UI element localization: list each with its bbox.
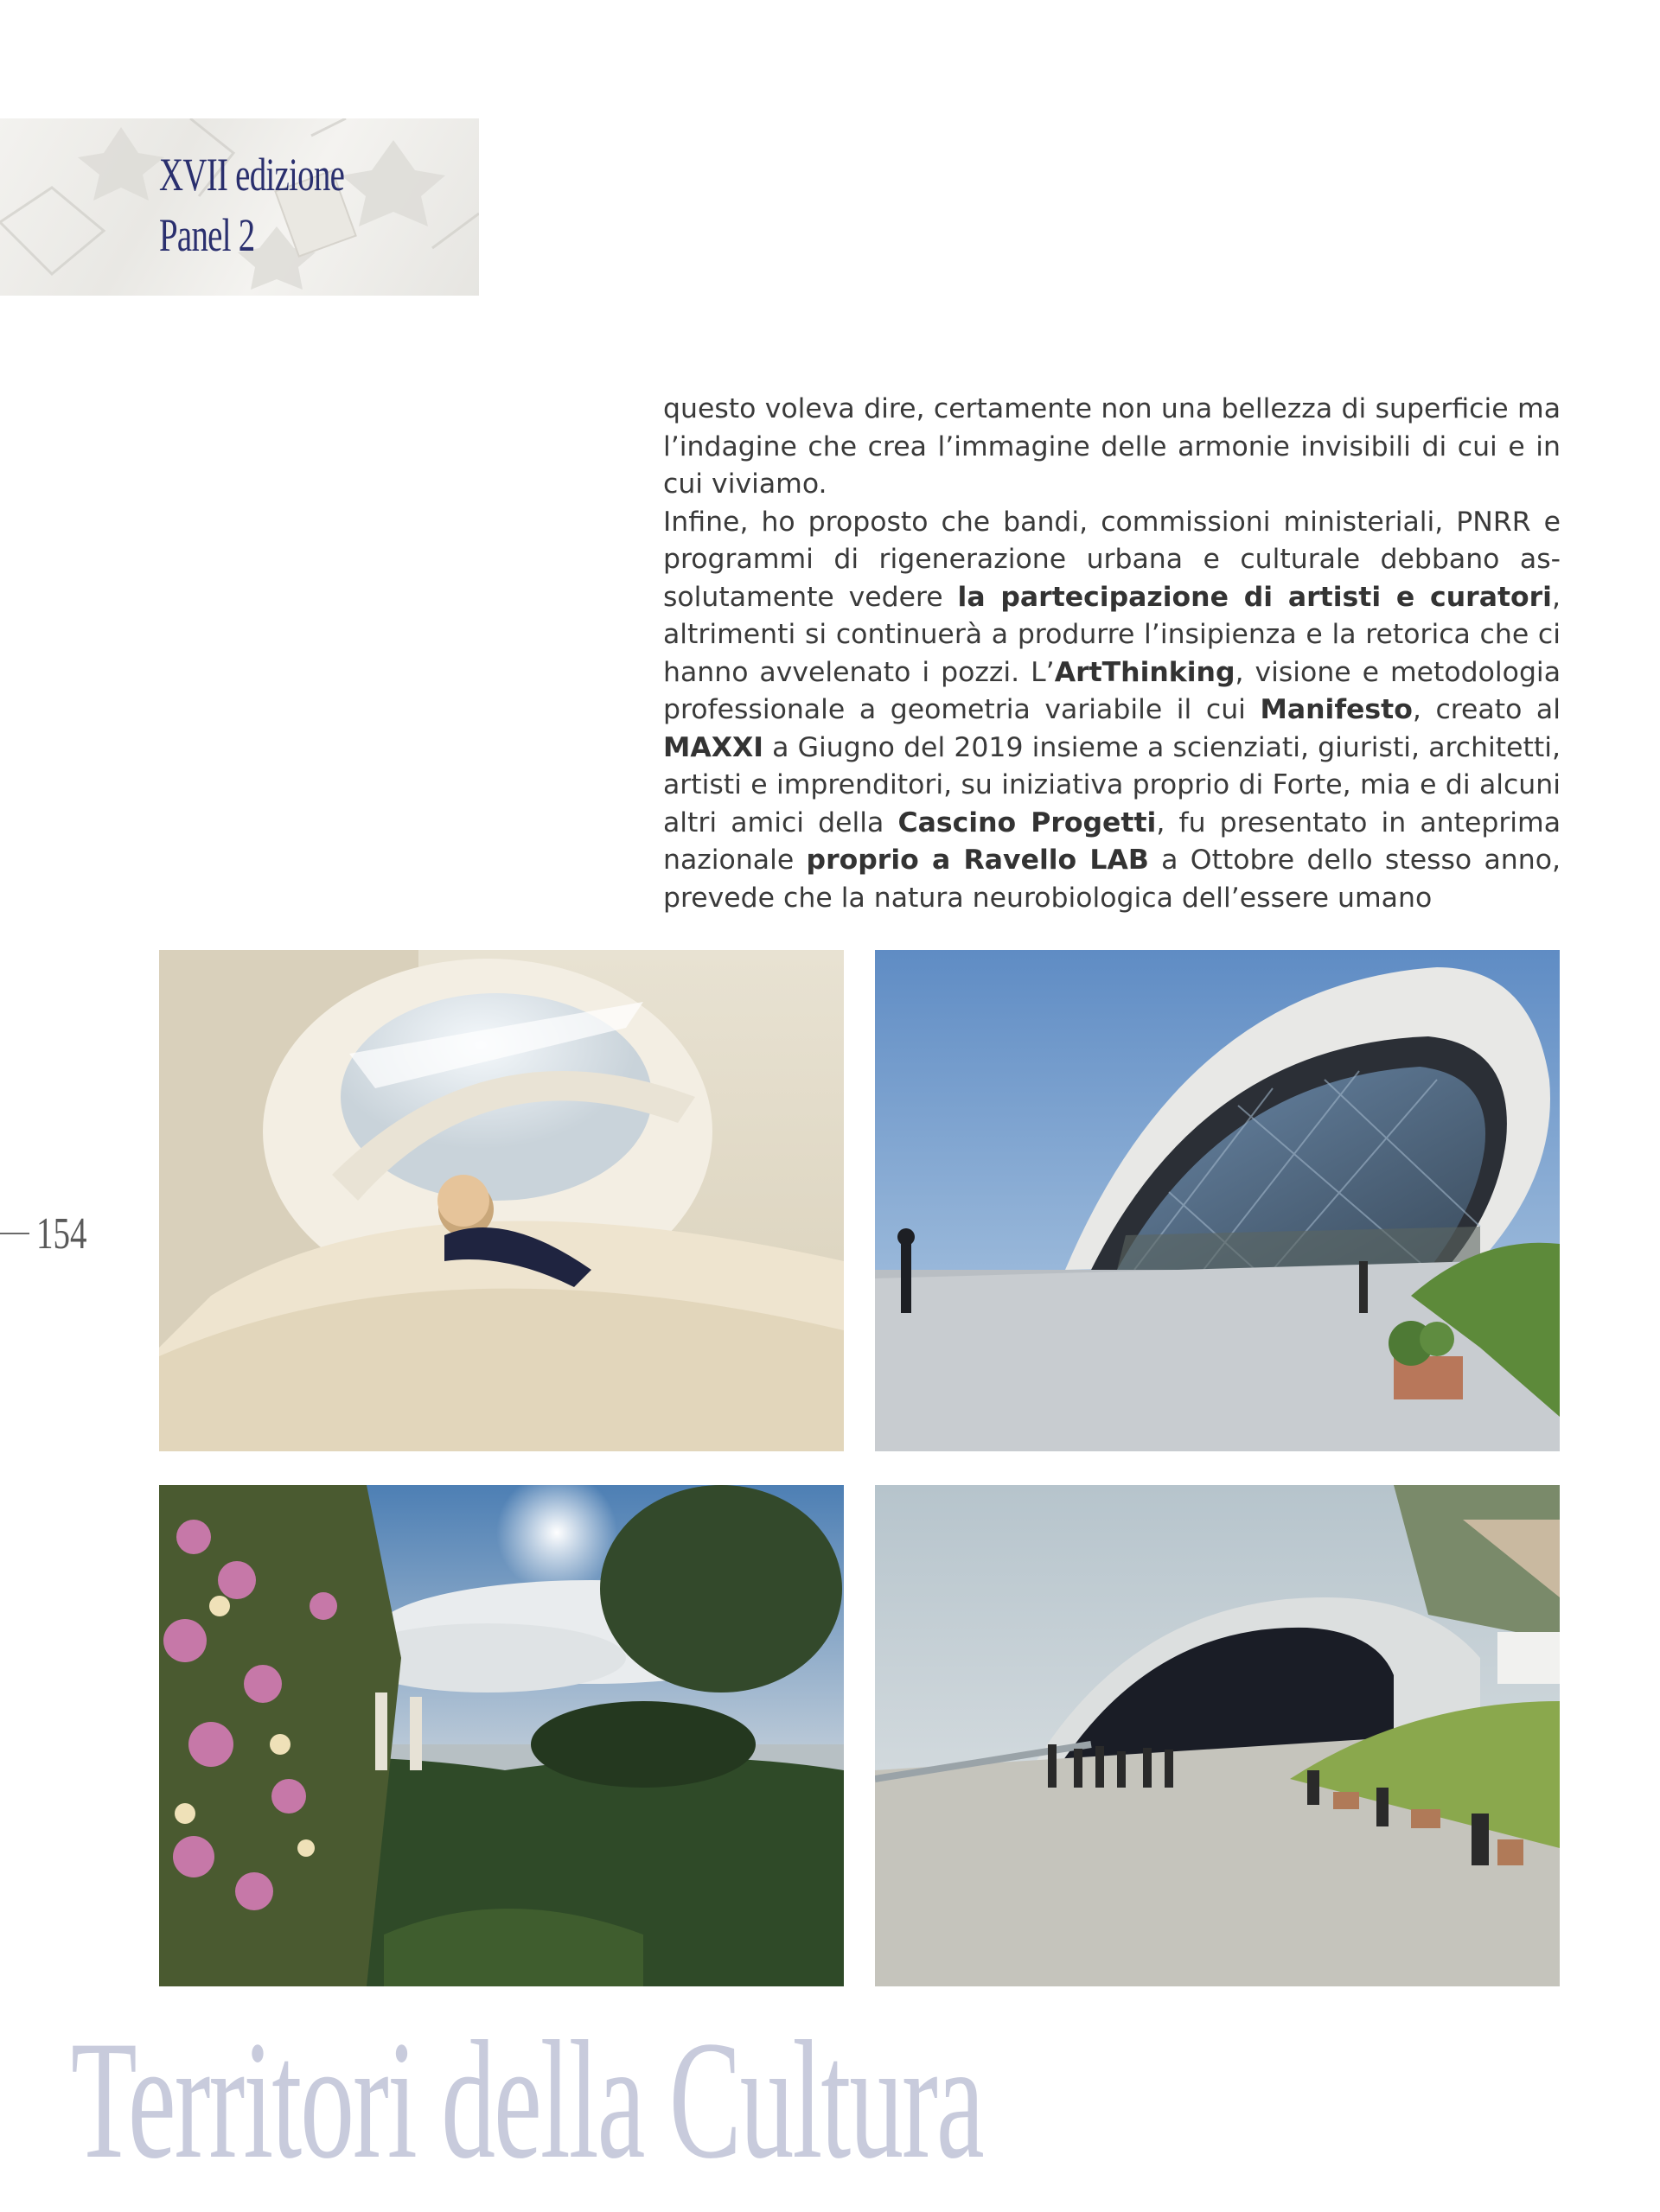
photo-auditorium-facade bbox=[875, 950, 1560, 1451]
page-number bbox=[0, 1203, 104, 1264]
header-title bbox=[159, 144, 344, 265]
edition-label: XVII edizione bbox=[159, 149, 345, 201]
text-run: , creato al bbox=[1412, 694, 1561, 725]
panel-label: Panel 2 bbox=[159, 209, 255, 261]
bold-text: Cascino Progetti bbox=[897, 806, 1157, 838]
bold-text: proprio a Ravello LAB bbox=[806, 845, 1149, 876]
text-run: questo voleva dire, certamente non una bellezza di superficie ma l’indagine che crea l’immagine delle armonie invisibili di cui e in cui viviamo. bbox=[663, 393, 1561, 500]
body-paragraph bbox=[663, 391, 1561, 504]
photo-garden-view bbox=[159, 1485, 844, 1986]
bold-text: Manifesto bbox=[1260, 694, 1413, 725]
bold-text: la partecipazione di artisti e curatori bbox=[957, 581, 1552, 613]
text-run: a Ottobre dello stesso anno, prevede che la natura neurobiologica dell’essere umano bbox=[663, 845, 1561, 914]
photo-spiral-staircase bbox=[159, 950, 844, 1451]
photo-auditorium-plaza bbox=[875, 1485, 1560, 1986]
footer-title: Territori della Cultura bbox=[71, 2006, 983, 2194]
bold-text: MAXXI bbox=[663, 731, 764, 763]
text-run: , fu presentato in anteprima nazionale bbox=[663, 806, 1561, 876]
text-run: , visione e metodologia professionale a geometria variabile il cui bbox=[663, 656, 1561, 725]
text-run: a Giugno del 2019 insieme a scienziati, giuristi, architetti, artisti e imprenditori, su iniziativa proprio di Forte, mia e di alcuni altri amici della bbox=[663, 731, 1561, 838]
body-paragraph bbox=[663, 504, 1561, 918]
header-tile bbox=[0, 118, 479, 296]
text-run: , altrimenti si continuerà a produrre l’insipienza e la retorica che ci hanno avvelenato i pozzi. L’ bbox=[663, 581, 1561, 688]
page-number-dash bbox=[0, 1233, 29, 1234]
page-number-value: 154 bbox=[36, 1208, 87, 1259]
article-body bbox=[663, 391, 1561, 917]
text-run: Infine, ho proposto che bandi, commissioni ministeriali, PNRR e programmi di rigenerazione urbana e culturale debbano assolutamente vedere bbox=[663, 506, 1561, 613]
bold-text: ArtThinking bbox=[1054, 656, 1235, 688]
